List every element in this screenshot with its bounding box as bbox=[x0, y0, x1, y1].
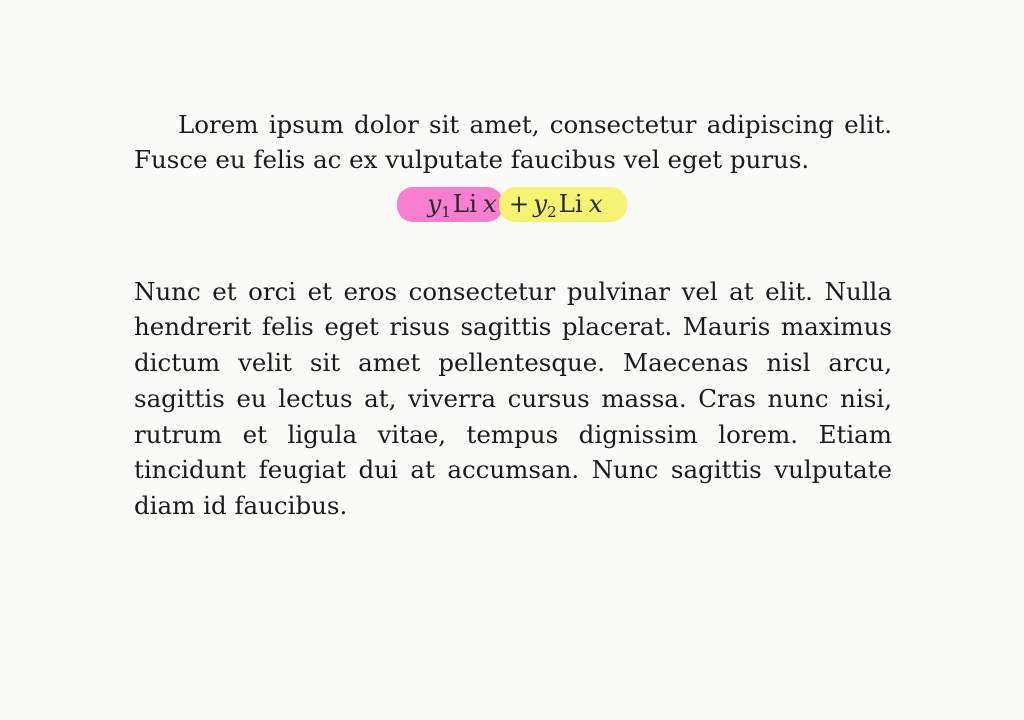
term2-subscript: 2 bbox=[547, 202, 557, 221]
term1-subscript: 1 bbox=[441, 202, 451, 221]
display-equation bbox=[0, 184, 1024, 224]
term2-argument: x bbox=[588, 188, 603, 218]
term1-function: Li bbox=[452, 188, 477, 218]
term1-argument: x bbox=[482, 188, 497, 218]
term1-variable: y bbox=[427, 188, 442, 218]
plus-operator: + bbox=[508, 188, 530, 218]
paragraph-intro: Lorem ipsum dolor sit amet, consectetur adipiscing elit. Fusce eu felis ac ex vulputate faucibus vel eget purus. bbox=[134, 109, 892, 175]
term2-variable: y bbox=[533, 188, 548, 218]
equation-term-highlighted-yellow bbox=[499, 187, 627, 222]
paragraph-body: Nunc et orci et eros consectetur pulvinar vel at elit. Nulla hendrerit felis eget risus sagittis placerat. Mauris maximus dictum velit sit amet pellentesque. Maecenas nisl arcu, sagittis eu lectus at, viverra cursus massa. Cras nunc nisi, rutrum et ligula vitae, tempus dignissim lorem. Etiam tincidunt feugiat dui at accumsan. Nunc sagittis vulputate diam id faucibus. bbox=[134, 276, 892, 521]
term2-function: Li bbox=[558, 188, 583, 218]
equation-term-highlighted-pink bbox=[397, 187, 502, 222]
